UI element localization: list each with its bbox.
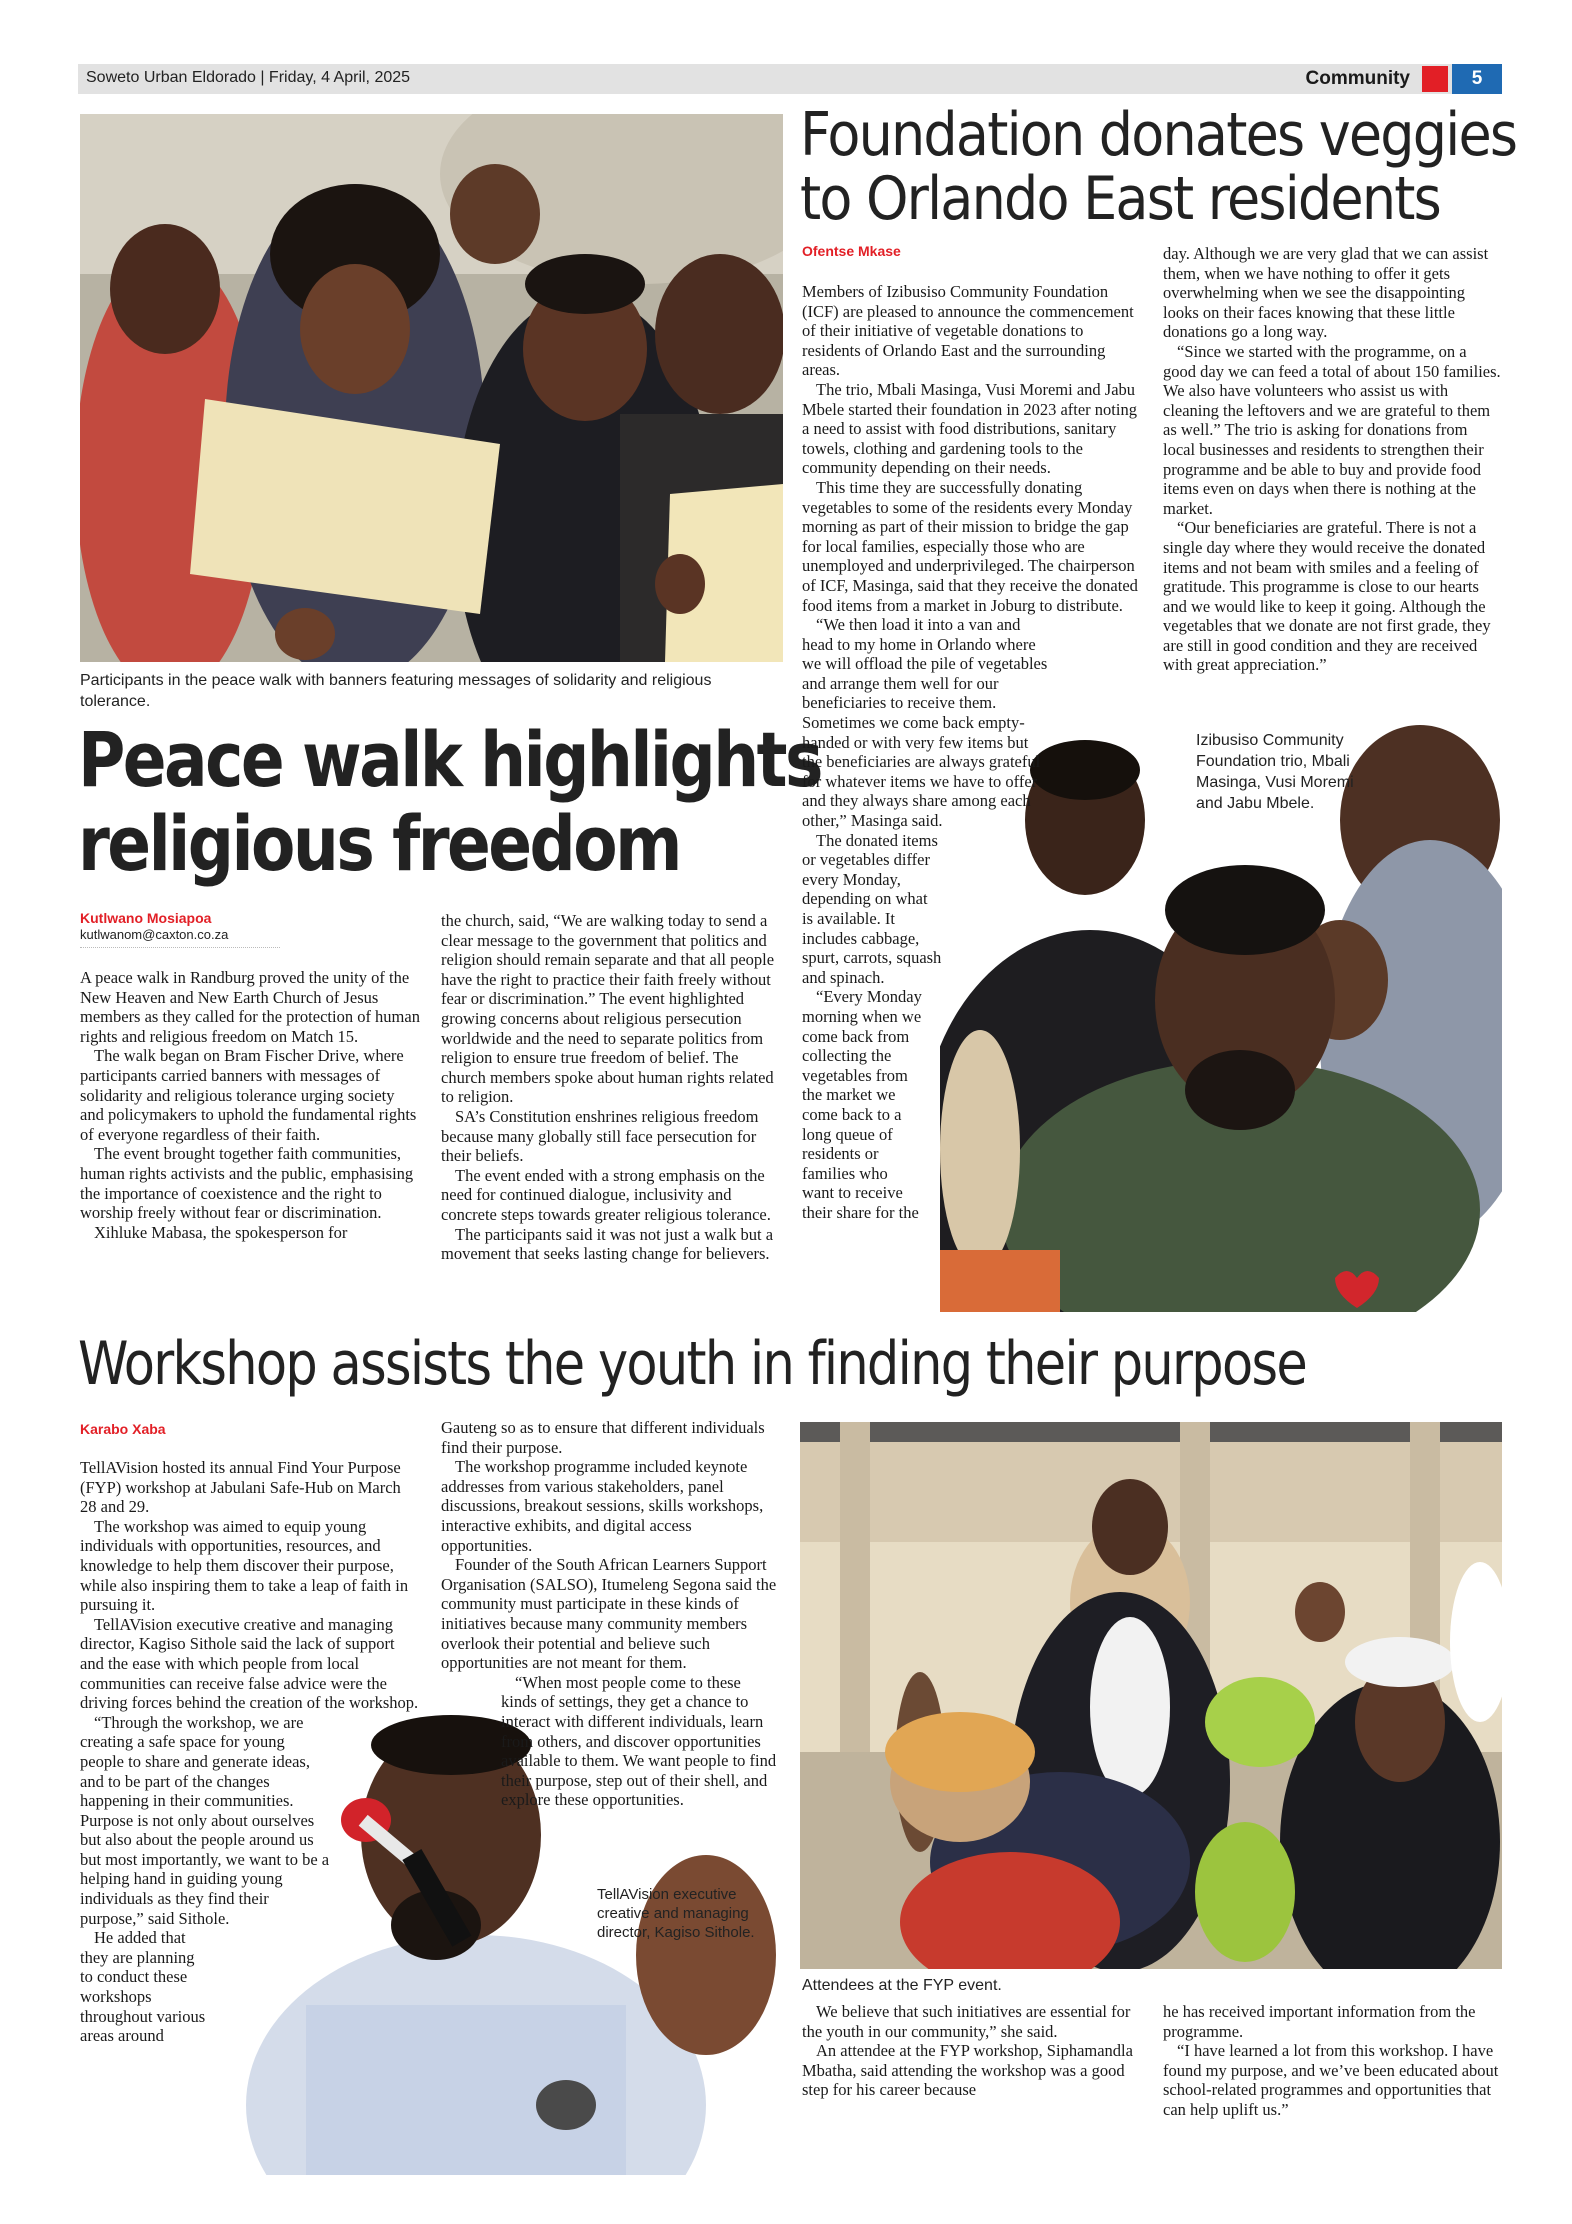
paragraph: “Since we started with the programme, on a good day we can feed a total of about 150 families. We also have volunteers who assist us with cleaning the leftovers and we are grateful to them as well.” The trio is asking for donations from local businesses and residents to strengthen their programme and be able to buy and provide food items even on days when there is nothing at the market. xyxy=(1163,341,1501,518)
peace-column-2 xyxy=(441,911,777,1264)
workshop-column-3 xyxy=(802,2002,1142,2100)
page-number: 5 xyxy=(1452,64,1502,94)
section-label: Community xyxy=(1305,68,1410,89)
paragraph: The walk began on Bram Fischer Drive, where participants carried banners with messages of solidarity and religious tolerance urging society and policymakers to uphold the fundamental rights of everyone regardless of their faith. xyxy=(80,1046,417,1144)
peace-email: kutlwanom@caxton.co.za xyxy=(80,927,229,942)
paragraph: “Every Monday morning when we come back from collecting the vegetables from the market we come back to a long queue of residents or families who want to receive their share for the xyxy=(802,987,922,1222)
peace-byline: Kutlwano Mosiapoa xyxy=(80,910,212,926)
workshop-column-4 xyxy=(1163,2002,1503,2120)
section-marker xyxy=(1422,66,1448,92)
paragraph: TellAVision executive creative and managing director, Kagiso Sithole said the lack of support and the ease with which people from local communities can receive false advice were the driving forces behind the creation of the workshop. xyxy=(80,1614,419,1713)
paragraph: The workshop was aimed to equip young individuals with opportunities, resources, and knowledge to help them discover their purpose, while also inspiring them to take a leap of faith in pursuing it. xyxy=(80,1516,409,1615)
paragraph: “We then load it into a van and head to my home in Orlando where we will offload the pile of vegetables and arrange them well for our beneficiaries to receive them. Sometimes we come back empty-handed or with very few items but the beneficiaries are always grateful for whatever items we have to offer and they always share among each other,” Masinga said. xyxy=(802,615,1048,831)
veggies-column-2 xyxy=(1163,244,1503,675)
paragraph: “I have learned a lot from this workshop. I have found my purpose, and we’ve been educated about school-related programmes and opportunities that can help uplift us.” xyxy=(1163,2041,1499,2119)
peace-headline-line2: religious freedom xyxy=(78,799,680,888)
veggies-byline: Ofentse Mkase xyxy=(802,243,901,259)
paragraph: The event ended with a strong emphasis on the need for continued dialogue, inclusivity and concrete steps towards greater religious tolerance. xyxy=(441,1165,771,1224)
paragraph: An attendee at the FYP workshop, Siphamandla Mbatha, said attending the workshop was a good step for his career because xyxy=(802,2041,1133,2100)
paragraph: day. Although we are very glad that we can assist them, when we have nothing to offer it gets overwhelming when we see the disappointing looks on their faces knowing that these little donations go a long way. xyxy=(1163,244,1489,342)
paragraph: He added that they are planning to conduct these workshops throughout various areas around xyxy=(80,1928,206,2046)
paragraph: “When most people come to these kinds of settings, they get a chance to interact with different individuals, learn from others, and discover opportunities available to them. We want people to find their purpose, step out of their shell, and explore these opportunities. xyxy=(501,1672,777,1810)
paragraph: Xihluke Mabasa, the spokesperson for xyxy=(94,1222,348,1242)
peace-walk-photo xyxy=(80,114,783,662)
paragraph: The workshop programme included keynote addresses from various stakeholders, panel discussions, breakout sessions, skills workshops, interactive exhibits, and digital access opportunities. xyxy=(441,1457,764,1555)
paragraph: the church, said, “We are walking today to send a clear message to the government that politics and religion should remain separate and that all people have the right to practice their faith freely without fear or discrimination.” The event highlighted growing concerns about religious persecution worldwide and the need to separate politics from religion to ensure true freedom of belief. The church members spoke about human rights related to religion. xyxy=(441,911,775,1107)
paragraph: he has received important information from the programme. xyxy=(1163,2002,1476,2041)
paragraph: “Our beneficiaries are grateful. There is not a single day where they would receive the donated items and not beam with smiles and a feeling of gratitude. This programme is close to our hearts and we would like to keep it going. Although the vegetables that we donate are not first grade, they are still in good condition and they are received with great appreciation.” xyxy=(1163,518,1491,675)
foundation-trio-caption: Izibusiso Community Foundation trio, Mbali Masinga, Vusi Moremi and Jabu Mbele. xyxy=(1196,732,1354,812)
fyp-event-photo xyxy=(800,1422,1502,1969)
fyp-event-caption: Attendees at the FYP event. xyxy=(802,1977,1002,1994)
veggies-headline-line2: to Orlando East residents xyxy=(800,164,1440,234)
paragraph: A peace walk in Randburg proved the unity of the New Heaven and New Earth Church of Jesus members as they called for the protection of human rights and religious freedom on Match 15. xyxy=(80,968,420,1046)
page-header-bar xyxy=(78,64,1502,94)
paragraph: Founder of the South African Learners Support Organisation (SALSO), Itumeleng Segona said the community must participate in these kinds of initiatives because many community members overlook their potential and believe such opportunities are not meant for them. xyxy=(441,1555,777,1673)
veggies-headline-line1: Foundation donates veggies xyxy=(800,100,1517,170)
paragraph: We believe that such initiatives are essential for the youth in our community,” she said. xyxy=(802,2002,1131,2041)
folio-text: Soweto Urban Eldorado | Friday, 4 April, 2025 xyxy=(86,69,411,86)
paragraph: Gauteng so as to ensure that different individuals find their purpose. xyxy=(441,1418,765,1457)
byline-separator xyxy=(80,947,280,948)
workshop-byline: Karabo Xaba xyxy=(80,1421,166,1437)
paragraph: The event brought together faith communities, human rights activists and the public, emphasising the importance of coexistence and the right to worship freely without fear or discrimination. xyxy=(80,1144,414,1223)
kagiso-sithole-caption: TellAVision executive creative and managing director, Kagiso Sithole. xyxy=(597,1886,755,1941)
paragraph: SA’s Constitution enshrines religious freedom because many globally still face persecution for their beliefs. xyxy=(441,1106,759,1166)
paragraph: This time they are successfully donating vegetables to some of the residents every Monday morning as part of their mission to bridge the gap for local families, especially those who are unemployed and underprivileged. The chairperson of ICF, Masinga, said that they receive the donated food items from a market in Joburg to distribute. xyxy=(802,477,1138,615)
paragraph: The donated items or vegetables differ every Monday, depending on what is available. It includes cabbage, spurt, carrots, squash and spinach. xyxy=(802,830,942,987)
peace-walk-caption: Participants in the peace walk with banners featuring messages of solidarity and religious tolerance. xyxy=(80,672,712,710)
paragraph: “Through the workshop, we are creating a safe space for young people to share and generate ideas, and to be part of the changes happening in their communities. Purpose is not only about ourselves but also about the people around us but most importantly, we want to be a helping hand in guiding young individuals as they find their purpose,” said Sithole. xyxy=(80,1712,330,1928)
workshop-column-2 xyxy=(441,1418,777,1810)
paragraph: The participants said it was not just a walk but a movement that seeks lasting change for believers. xyxy=(441,1224,774,1264)
paragraph: TellAVision hosted its annual Find Your Purpose (FYP) workshop at Jabulani Safe-Hub on March 28 and 29. xyxy=(80,1458,401,1517)
peace-column-1 xyxy=(80,968,420,1242)
paragraph: Members of Izibusiso Community Foundation (ICF) are pleased to announce the commencement of their initiative of vegetable donations to residents of Orlando East and the surrounding areas. xyxy=(802,282,1134,380)
veggies-column-1 xyxy=(802,282,1142,1223)
peace-headline-line1: Peace walk highlights xyxy=(78,715,821,804)
workshop-column-1 xyxy=(80,1458,420,2046)
paragraph: The trio, Mbali Masinga, Vusi Moremi and Jabu Mbele started their foundation in 2023 after noting a need to assist with food distributions, sanitary towels, clothing and gardening tools to the community depending on their needs. xyxy=(802,379,1137,478)
workshop-headline: Workshop assists the youth in finding their purpose xyxy=(78,1329,1307,1399)
